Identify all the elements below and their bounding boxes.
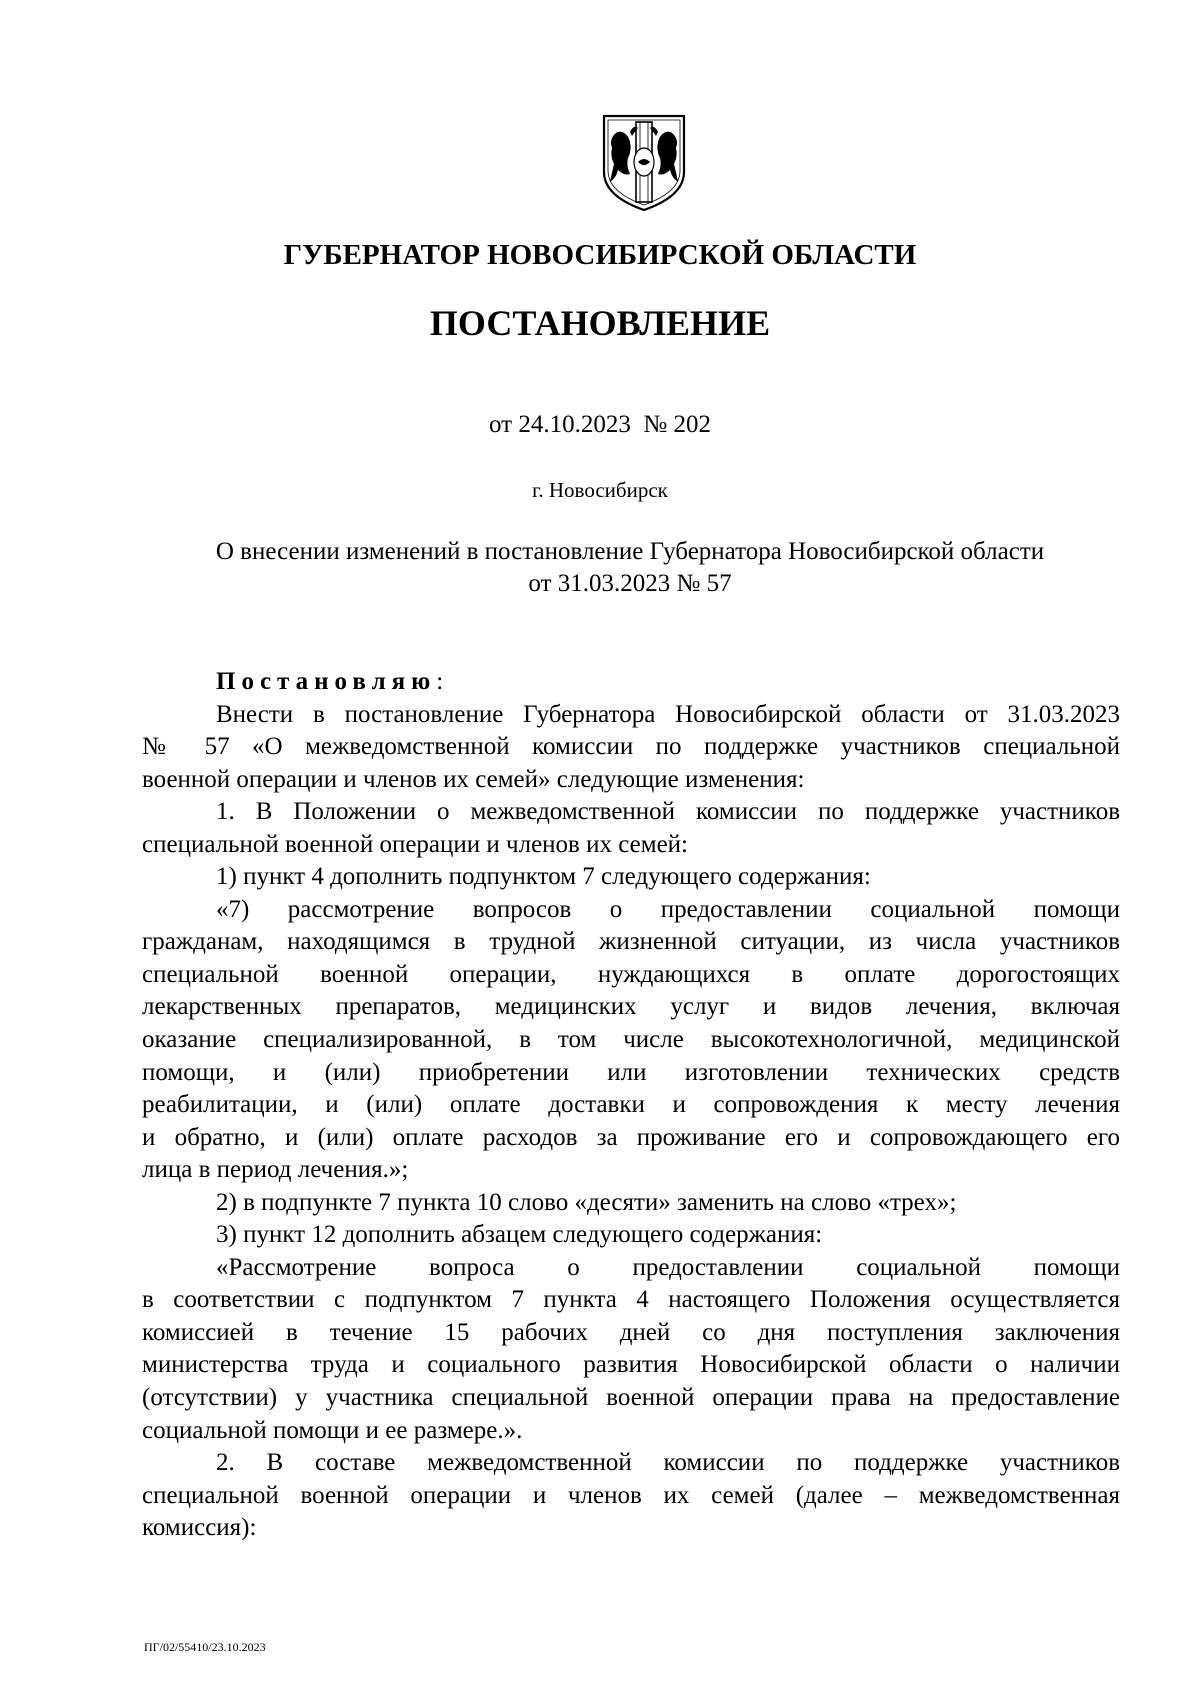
subject-line: от 31.03.2023 № 57 [528,570,732,597]
body-line: 1. В Положении о межведомственной комиссии по поддержке участников [216,798,1120,826]
resolve-line [142,666,1120,699]
body-line: лица в период лечения.»; [142,1156,409,1184]
authority-title: ГУБЕРНАТОР НОВОСИБИРСКОЙ ОБЛАСТИ [283,239,917,271]
resolve-word: Постановляю [216,668,437,695]
document-type-title: ПОСТАНОВЛЕНИЕ [429,303,771,343]
body-line: 2) в подпункте 7 пункта 10 слово «десяти» заменить на слово «трех»; [216,1188,957,1216]
subject-line: О внесении изменений в постановление Губернатора Новосибирской области [215,538,1045,565]
body-line: специальной военной операции и членов их семей (далее – межведомственная [142,1481,1120,1509]
body-line: военной операции и членов их семей» следующие изменения: [142,765,805,793]
document-city: г. Новосибирск [532,478,668,502]
document-subject [140,536,1120,600]
body-line: № 57 «О межведомственной комиссии по поддержке участников специальной [142,733,1120,761]
body-line: гражданам, находящимся в трудной жизненной ситуации, из числа участников [142,928,1120,956]
body-line: социальной помощи и ее размере.». [142,1416,523,1444]
coat-of-arms-icon [598,112,690,212]
body-line: в соответствии с подпунктом 7 пункта 4 настоящего Положения осуществляется [142,1286,1120,1314]
body-line: помощи, и (или) приобретении или изготовлении технических средств [142,1058,1120,1086]
body-line: комиссией в течение 15 рабочих дней со дня поступления заключения [142,1318,1120,1346]
body-line: и обратно, и (или) оплате расходов за проживание его и сопровождающего его [142,1123,1120,1151]
body-line: «7) рассмотрение вопросов о предоставлении социальной помощи [216,895,1120,923]
body-line: 1) пункт 4 дополнить подпунктом 7 следующего содержания: [216,863,871,891]
body-line: специальной военной операции и членов их семей: [142,830,688,858]
body-line: Внести в постановление Губернатора Новосибирской области от 31.03.2023 [216,700,1120,728]
body-line: (отсутствии) у участника специальной военной операции права на предоставление [142,1384,1120,1412]
resolve-colon: : [436,668,444,695]
body-line: 3) пункт 12 дополнить абзацем следующего содержания: [216,1221,823,1249]
body-line: лекарственных препаратов, медицинских услуг и видов лечения, включая [142,993,1120,1021]
body-line: «Рассмотрение вопроса о предоставлении социальной помощи [216,1253,1120,1281]
body-line: министерства труда и социального развития Новосибирской области о наличии [142,1351,1120,1379]
body-line: комиссия): [142,1514,257,1542]
body-line: оказание специализированной, в том числе высокотехнологичной, медицинской [142,1026,1120,1054]
document-code-footer: ПГ/02/55410/23.10.2023 [144,1640,266,1654]
body-line: специальной военной операции, нуждающихся в оплате дорогостоящих [142,960,1120,988]
body-line: 2. В составе межведомственной комиссии по поддержке участников [216,1449,1120,1477]
body-line: реабилитации, и (или) оплате доставки и сопровождения к месту лечения [142,1091,1120,1119]
document-date-number: от 24.10.2023 № 202 [489,411,711,438]
document-body [142,666,1120,1545]
